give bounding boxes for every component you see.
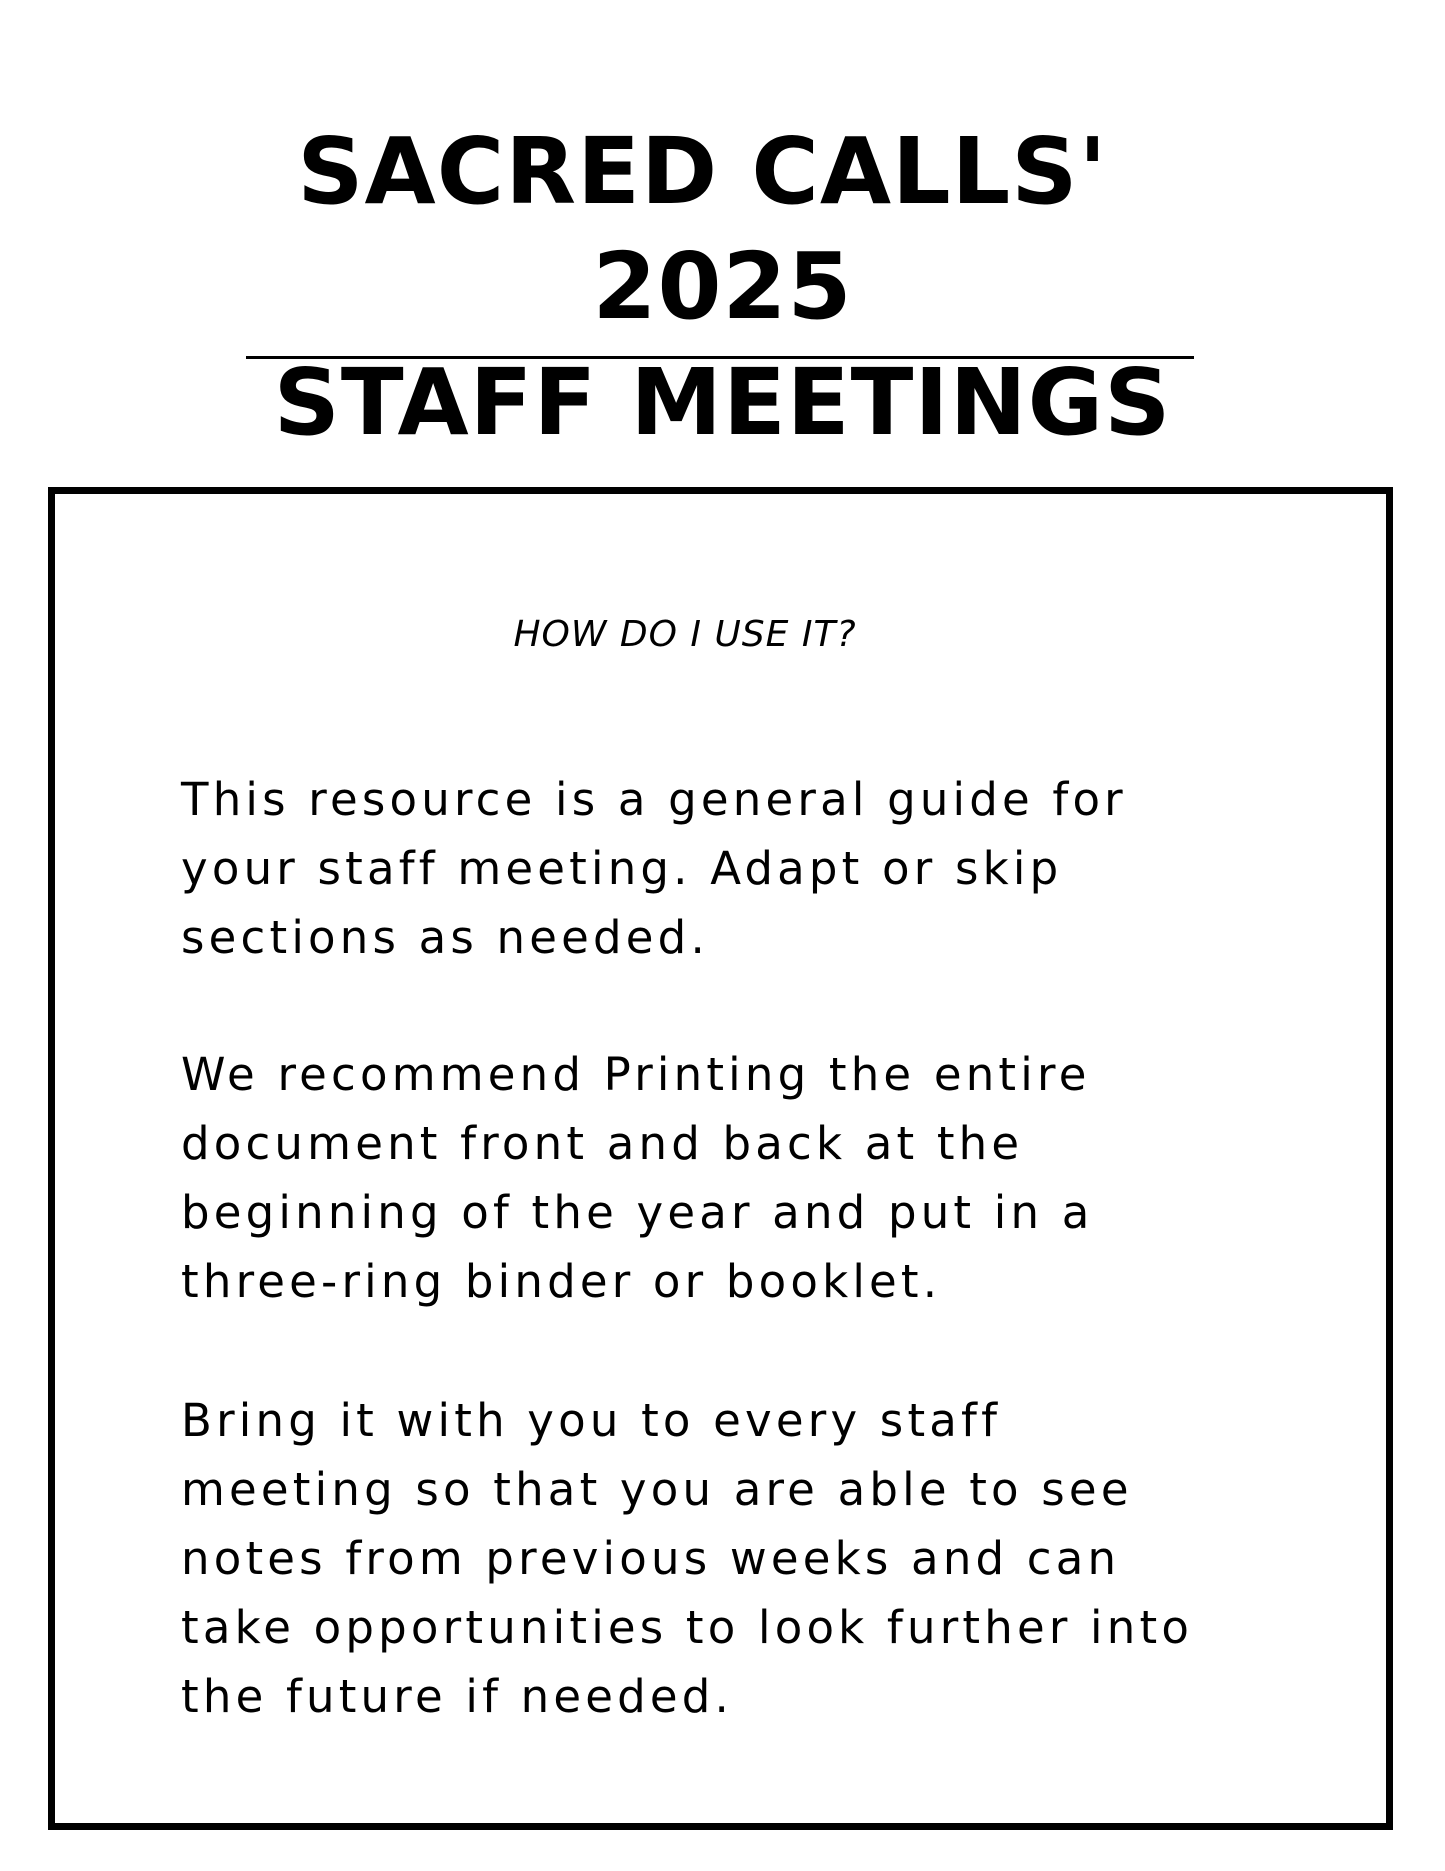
title-line-staff-meetings: STAFF MEETINGS [273,349,1172,456]
paragraph-line: your staff meeting. Adapt or skip [181,842,1063,895]
paragraph-line: sections as needed. [181,911,709,964]
paragraph-line: This resource is a general guide for [181,773,1127,826]
paragraph-line: meeting so that you are able to see [181,1463,1133,1516]
paragraph-line: notes from previous weeks and can [181,1532,1121,1585]
title-line-year: 2025 [592,233,853,340]
paragraph-bring-to-meetings [181,1386,1301,1731]
section-heading: HOW DO I USE IT? [513,614,857,655]
paragraph-line: Bring it with you to every staff [181,1394,1002,1447]
paragraph-line: document front and back at the [181,1117,1024,1170]
paragraph-line: We recommend Printing the entire [181,1048,1091,1101]
paragraph-resource-guide [181,765,1301,972]
paragraph-line: beginning of the year and put in a [181,1186,1094,1239]
title-line-sacred-calls: SACRED CALLS' [297,118,1108,225]
paragraph-line: three-ring binder or booklet. [181,1255,942,1308]
paragraph-printing-recommendation [181,1040,1301,1316]
paragraph-line: take opportunities to look further into [181,1601,1194,1654]
paragraph-line: the future if needed. [181,1670,734,1723]
